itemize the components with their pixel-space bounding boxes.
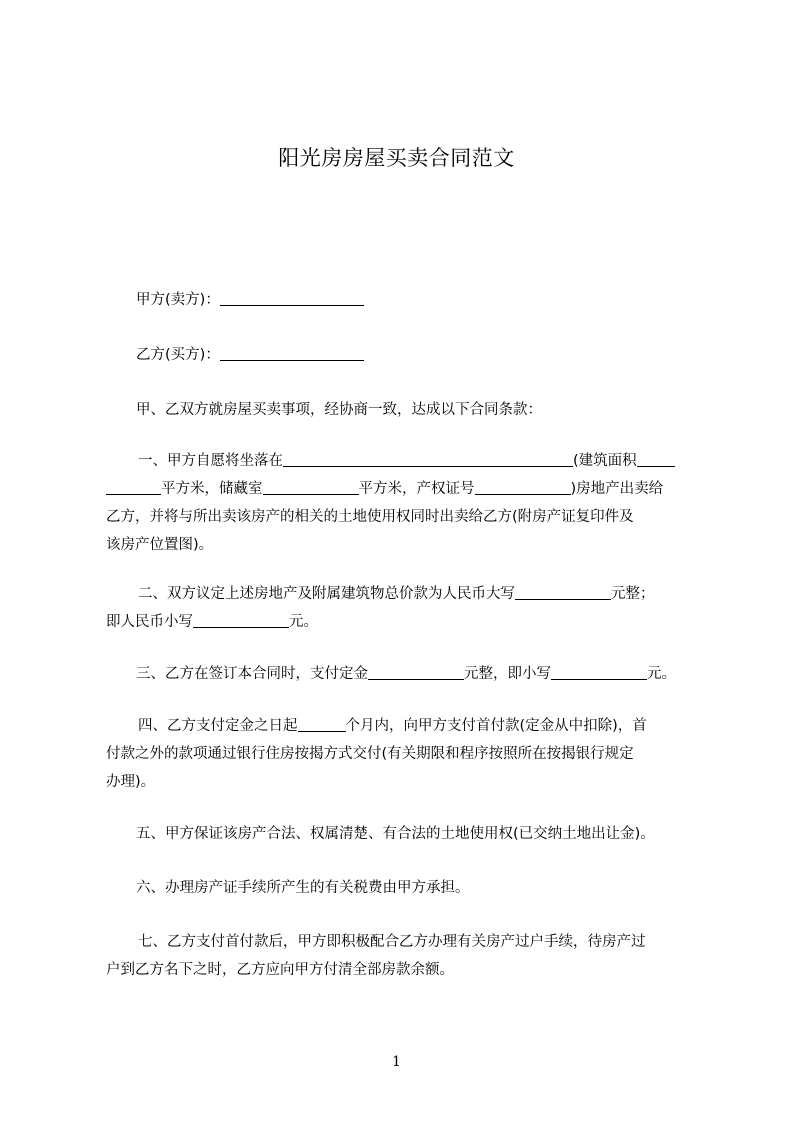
- deposit-words-blank: [368, 664, 464, 680]
- party-a-label: 甲方(卖方)：: [136, 292, 220, 308]
- clause-5-line: 五、甲方保证该房产合法、权属清楚、有合法的土地使用权(已交纳土地出让金)。: [136, 826, 655, 842]
- party-b-line: [136, 341, 364, 369]
- deposit-figures-blank: [551, 664, 647, 680]
- months-blank: [298, 716, 346, 732]
- clause-7-line-2: 户到乙方名下之时，乙方应向甲方付清全部房款余额。: [106, 962, 454, 978]
- clause-1-line-1: 一、甲方自愿将坐落在 (建筑面积: [138, 447, 675, 475]
- clause-7-line-1: 七、乙方支付首付款后，甲方即积极配合乙方办理有关房产过户手续，待房产过: [138, 934, 646, 950]
- clause-3-line: 三、乙方在签订本合同时，支付定金 元整，即小写 元。: [136, 666, 676, 682]
- location-blank: [283, 451, 573, 467]
- page-title: 阳光房房屋买卖合同范文: [278, 146, 515, 170]
- clause-2-line-2: 即人民币小写 元。: [106, 614, 318, 630]
- clause-1-line-2: 平方米，储藏室 平方米，产权证号 )房地产出卖给: [106, 475, 663, 503]
- clause-4-line-3: 办理)。: [106, 774, 156, 790]
- clause-2-line-1: 二、双方议定上述房地产及附属建筑物总价款为人民币大写 元整；: [138, 586, 655, 602]
- area-blank-continued: [106, 479, 161, 495]
- page-number: 1: [392, 1054, 401, 1070]
- clause-1-line-4: 该房产位置图)。: [106, 537, 214, 553]
- clause-4-line-2: 付款之外的款项通过银行住房按揭方式交付(有关期限和程序按照所在按揭银行规定: [106, 746, 634, 762]
- price-figures-blank: [193, 612, 289, 628]
- intro-paragraph: 甲、乙双方就房屋买卖事项，经协商一致，达成以下合同条款：: [136, 402, 542, 418]
- certificate-number-blank: [475, 479, 571, 495]
- party-b-blank: [220, 345, 364, 361]
- party-a-line: [136, 286, 364, 314]
- clause-6-line: 六、办理房产证手续所产生的有关税费由甲方承担。: [136, 880, 470, 896]
- party-b-label: 乙方(买方)：: [136, 347, 220, 363]
- clause-4-line-1: 四、乙方支付定金之日起 个月内，向甲方支付首付款(定金从中扣除)，首: [138, 718, 647, 734]
- storage-blank: [263, 479, 359, 495]
- price-words-blank: [515, 584, 611, 600]
- party-a-blank: [220, 290, 364, 306]
- area-blank: [637, 451, 675, 467]
- clause-1-line-3: 乙方，并将与所出卖该房产的相关的土地使用权同时出卖给乙方(附房产证复印件及: [106, 509, 634, 525]
